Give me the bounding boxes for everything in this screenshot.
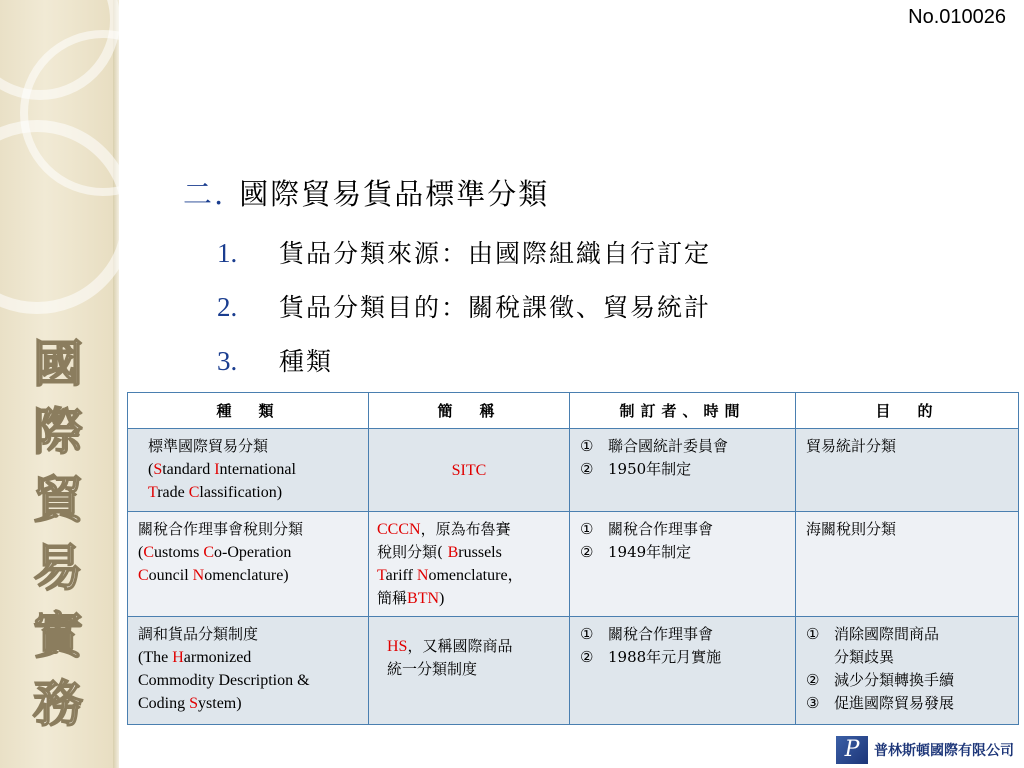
list-item xyxy=(217,226,711,280)
list-item: ② 減少分類轉換手續 xyxy=(806,671,955,689)
abbr-text: CCCN，原為布魯賽 xyxy=(377,520,511,538)
side-title xyxy=(18,330,98,738)
list-item: ② 1949年制定 xyxy=(580,543,692,561)
item-number: 2. xyxy=(217,292,238,322)
logo-mark-icon: P xyxy=(836,736,868,764)
list-item: ① 關稅合作理事會 xyxy=(580,520,714,538)
side-title-char: 易 xyxy=(33,538,83,597)
maker-cell xyxy=(570,512,796,617)
abbr-cell xyxy=(369,617,570,725)
kind-cell xyxy=(128,512,369,617)
side-title-char: 際 xyxy=(33,402,83,461)
kind-en: (Standard International xyxy=(148,461,296,478)
list-item: ① 聯合國統計委員會 xyxy=(580,437,729,455)
maker-cell xyxy=(570,617,796,725)
kind-en: (The Harmonized xyxy=(138,649,252,666)
table-row xyxy=(128,429,1019,512)
kind-cell xyxy=(128,617,369,725)
kind-zh: 調和貨品分類制度 xyxy=(138,625,259,643)
kind-en: Commodity Description & xyxy=(138,672,310,689)
abbr-cell xyxy=(369,512,570,617)
section-number: 二. xyxy=(183,177,226,211)
classification-table xyxy=(127,392,1019,725)
document-number: No.010026 xyxy=(908,6,1006,28)
table-header-row xyxy=(128,393,1019,429)
item-text: 貨品分類目的：關稅課徵、貿易統計 xyxy=(279,293,712,322)
company-name: 普林斯頓國際有限公司 xyxy=(874,743,1014,759)
item-text: 貨品分類來源：由國際組織自行訂定 xyxy=(279,239,712,268)
header-kind: 種 類 xyxy=(128,393,369,429)
abbr-text: Tariff Nomenclature， xyxy=(377,567,524,584)
list-item xyxy=(217,334,711,388)
list-item: ① 消除國際間商品 xyxy=(806,625,940,643)
kind-en: Trade Classification) xyxy=(148,484,283,501)
purpose-cell xyxy=(796,617,1019,725)
item-number: 1. xyxy=(217,238,238,268)
abbr-text: 稅則分類( Brussels xyxy=(377,543,502,561)
kind-zh: 關稅合作理事會稅則分類 xyxy=(138,520,304,538)
kind-en: Council Nomenclature) xyxy=(138,567,289,584)
abbr-text: HS，又稱國際商品 xyxy=(387,637,513,655)
header-abbr: 簡 稱 xyxy=(369,393,570,429)
kind-en: Coding System) xyxy=(138,695,242,712)
purpose-cell: 海關稅則分類 xyxy=(796,512,1019,617)
kind-cell xyxy=(128,429,369,512)
list-item: 分類歧異 xyxy=(834,648,895,666)
point-list xyxy=(217,226,711,388)
list-item xyxy=(217,280,711,334)
side-title-char: 國 xyxy=(33,334,83,393)
kind-en: (Customs Co-Operation xyxy=(138,544,292,561)
abbr-text: 統一分類制度 xyxy=(387,660,478,678)
item-number: 3. xyxy=(217,346,238,376)
list-item: ① 關稅合作理事會 xyxy=(580,625,714,643)
item-text: 種類 xyxy=(279,347,334,376)
table-row xyxy=(128,617,1019,725)
list-item: ② 1988年元月實施 xyxy=(580,648,722,666)
header-purpose: 目 的 xyxy=(796,393,1019,429)
side-title-char: 實 xyxy=(33,606,83,665)
side-title-char: 務 xyxy=(33,674,83,733)
header-maker: 制訂者、時間 xyxy=(570,393,796,429)
abbr-text: SITC xyxy=(451,461,487,479)
company-logo xyxy=(836,736,1014,764)
abbr-text: 簡稱BTN) xyxy=(377,589,445,607)
table-row xyxy=(128,512,1019,617)
list-item: ③ 促進國際貿易發展 xyxy=(806,694,955,712)
list-item: ② 1950年制定 xyxy=(580,460,692,478)
side-title-char: 貿 xyxy=(33,470,83,529)
maker-cell xyxy=(570,429,796,512)
section-title: 國際貿易貨品標準分類 xyxy=(239,177,550,211)
kind-zh: 標準國際貿易分類 xyxy=(148,437,269,455)
purpose-cell: 貿易統計分類 xyxy=(796,429,1019,512)
section-heading xyxy=(183,172,549,213)
abbr-cell xyxy=(369,429,570,512)
